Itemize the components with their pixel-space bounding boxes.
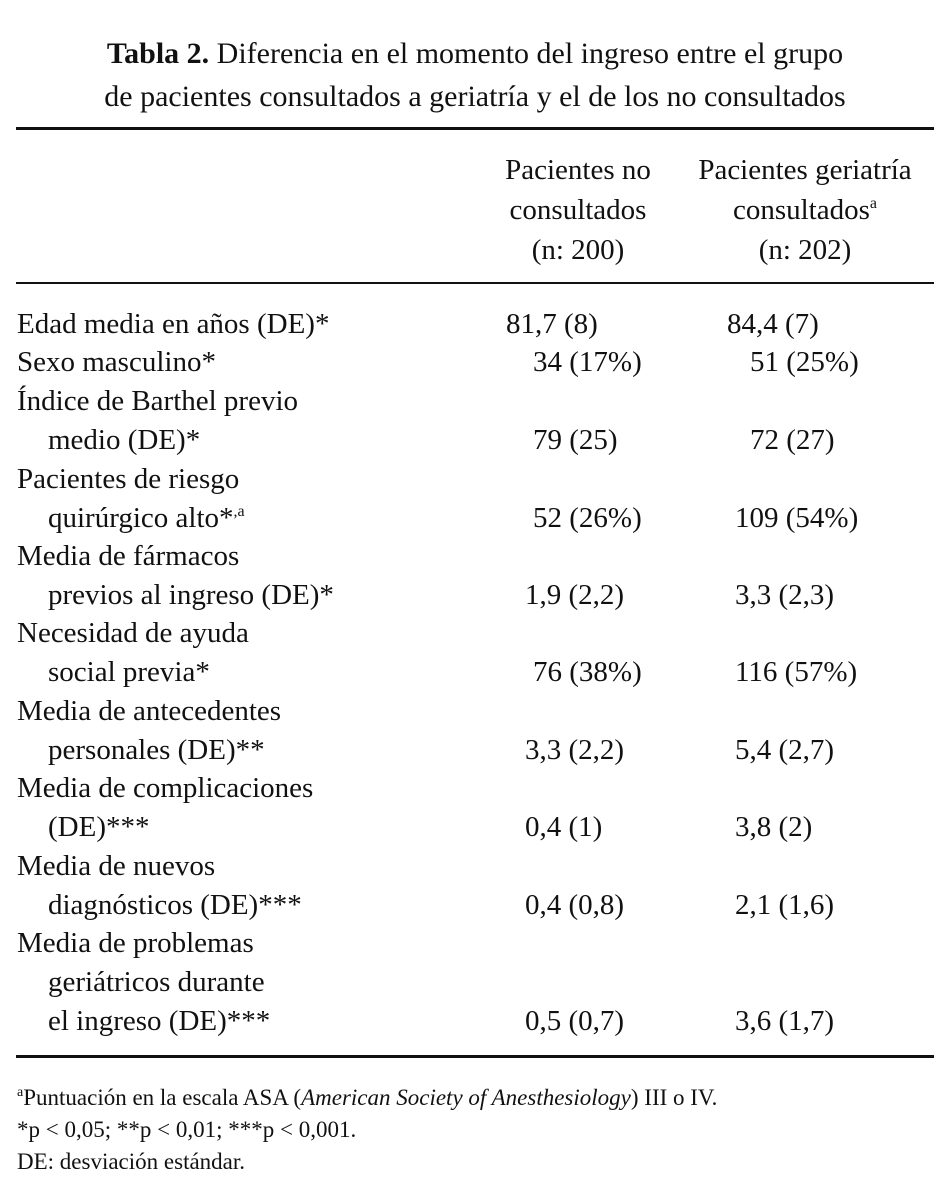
row-label: Media de antecedentes [17,695,282,727]
row-label: personales (DE)** [48,734,265,766]
footnote-de: DE: desviación estándar. [17,1149,246,1174]
value-geriatria: 116 (57%) [735,656,858,688]
table-row [0,886,950,925]
table-row [0,382,950,421]
row-label: geriátricos durante [48,966,265,998]
value-geriatria: 3,6 (1,7) [735,1005,835,1037]
value-geriatria: 3,3 (2,3) [735,579,835,611]
table-row [0,421,950,460]
column-header-no-consultados [478,150,678,270]
caption-line2: de pacientes consultados a geriatría y el de los no consultados [104,80,846,113]
row-label: Media de problemas [17,927,254,959]
table-row [0,847,950,886]
row-label: social previa* [48,656,210,688]
table-caption [0,32,950,118]
table-row [0,576,950,615]
row-label: Pacientes de riesgo [17,463,240,495]
column-header-line: Pacientes no [505,154,651,186]
row-label: el ingreso (DE)*** [48,1005,271,1037]
table-row [0,343,950,382]
value-geriatria: 5,4 (2,7) [735,734,835,766]
footnote-pvalues: *p < 0,05; **p < 0,01; ***p < 0,001. [17,1117,357,1142]
value-geriatria: 51 (25%) [750,346,859,378]
value-no-consultados: 0,4 (1) [525,811,603,843]
table-row [0,460,950,499]
caption-lead: Tabla 2. [106,37,210,70]
table-row [0,1002,950,1041]
column-header-line: (n: 200) [531,234,625,266]
value-geriatria: 84,4 (7) [727,308,819,340]
row-label: quirúrgico alto*$^{,a}$ [48,502,245,534]
footnote-marker: a [869,195,878,212]
row-label: previos al ingreso (DE)* [48,579,334,611]
row-label: (DE)*** [48,811,150,843]
value-no-consultados: 3,3 (2,2) [525,734,625,766]
row-label: Edad media en años (DE)* [17,308,330,340]
column-header-geriatria [680,150,930,270]
caption-line1: Diferencia en el momento del ingreso entre el grupo [216,37,844,70]
value-geriatria: 2,1 (1,6) [735,889,835,921]
table-row [0,499,950,538]
column-header-line: consultados [509,194,647,226]
table-row [0,692,950,731]
value-no-consultados: 0,5 (0,7) [525,1005,625,1037]
row-label: Necesidad de ayuda [17,617,249,649]
row-label: diagnósticos (DE)*** [48,889,302,921]
value-no-consultados: 0,4 (0,8) [525,889,625,921]
top-rule [16,127,934,130]
column-header-line: Pacientes geriatría [698,154,912,186]
row-label: Sexo masculino* [17,346,216,378]
table-row [0,614,950,653]
value-no-consultados: 1,9 (2,2) [525,579,625,611]
value-geriatria: 72 (27) [750,424,835,456]
value-no-consultados: 81,7 (8) [506,308,598,340]
row-label: Media de nuevos [17,850,216,882]
table-row [0,769,950,808]
table-row [0,537,950,576]
table-row [0,963,950,1002]
bottom-rule [16,1055,934,1058]
value-geriatria: 3,8 (2) [735,811,813,843]
value-no-consultados: 52 (26%) [533,502,642,534]
table-row [0,731,950,770]
row-label: medio (DE)* [48,424,201,456]
row-label: Índice de Barthel previo [17,385,299,417]
table-row [0,808,950,847]
table-footnotes [17,1082,937,1178]
column-header-line: consultados$^a$ [732,194,878,226]
header-rule [16,282,934,284]
table-row [0,653,950,692]
row-label: Media de fármacos [17,540,240,572]
value-no-consultados: 34 (17%) [533,346,642,378]
value-no-consultados: 79 (25) [533,424,618,456]
footnote-marker: ,a [233,503,245,520]
value-geriatria: 109 (54%) [735,502,859,534]
column-header-line: (n: 202) [758,234,852,266]
value-no-consultados: 76 (38%) [533,656,642,688]
table-row [0,924,950,963]
footnote-asa: $^a$Puntuación en la escala ASA (American Society of Anesthesiology) III o IV. [17,1085,718,1110]
table-row [0,305,950,344]
row-label: Media de complicaciones [17,772,314,804]
